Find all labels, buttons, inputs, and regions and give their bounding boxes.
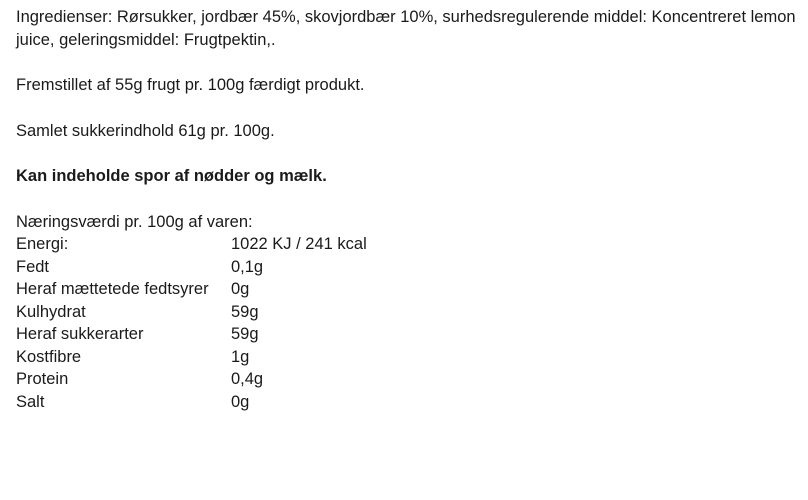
nutrition-row <box>16 346 367 369</box>
nutrient-name: Fedt <box>16 257 50 276</box>
ingredients-line-1: Ingredienser: Rørsukker, jordbær 45%, skovjordbær 10%, surhedsregulerende middel: Koncentreret lemon <box>16 8 796 26</box>
nutrient-value: 0g <box>231 280 250 298</box>
nutrition-row <box>16 301 367 324</box>
nutrient-value: 1g <box>231 347 250 366</box>
nutrient-value: 59g <box>231 325 259 343</box>
nutrient-name: Kulhydrat <box>16 302 86 321</box>
nutrient-value: 0g <box>231 392 250 411</box>
nutrition-row <box>16 391 367 414</box>
nutrient-value: 0,4g <box>231 370 264 388</box>
nutrient-name: Kostfibre <box>16 347 82 366</box>
fruit-content-statement: Fremstillet af 55g frugt pr. 100g færdigt produkt. <box>16 76 365 94</box>
nutrition-row <box>16 256 367 279</box>
nutrition-table <box>16 233 367 413</box>
nutrition-heading: Næringsværdi pr. 100g af varen: <box>16 212 253 231</box>
nutrient-name: Salt <box>16 392 45 411</box>
nutrient-value: 1022 KJ / 241 kcal <box>231 235 367 253</box>
product-label-document <box>16 6 801 413</box>
sugar-content-statement: Samlet sukkerindhold 61g pr. 100g. <box>16 121 275 140</box>
nutrient-value: 0,1g <box>231 257 264 276</box>
nutrient-name: Heraf mættetede fedtsyrer <box>16 280 209 298</box>
allergen-warning: Kan indeholde spor af nødder og mælk. <box>16 167 327 185</box>
nutrient-name: Energi: <box>16 235 69 253</box>
nutrient-name: Heraf sukkerarter <box>16 325 144 343</box>
ingredients-line-2: juice, geleringsmiddel: Frugtpektin,. <box>16 30 276 49</box>
nutrition-row <box>16 368 367 391</box>
ingredients-paragraph <box>16 6 801 51</box>
nutrition-row <box>16 278 367 301</box>
nutrient-value: 59g <box>231 302 259 321</box>
nutrition-row <box>16 323 367 346</box>
nutrient-name: Protein <box>16 370 69 388</box>
nutrition-row <box>16 233 367 256</box>
